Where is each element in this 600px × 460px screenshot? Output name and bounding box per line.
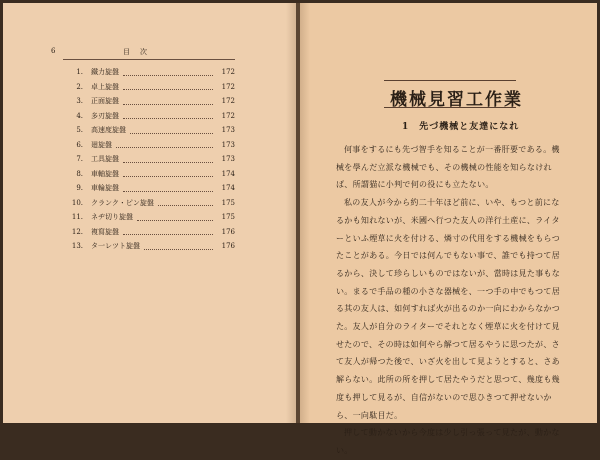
- toc-page-number: 172: [221, 82, 235, 91]
- toc-number: 11.: [71, 213, 83, 221]
- toc-title: 車輪旋盤: [91, 184, 119, 192]
- leader-dots: [116, 141, 213, 148]
- toc-title: クランク・ピン旋盤: [91, 198, 154, 207]
- toc-page-number: 173: [221, 126, 235, 134]
- fold-shadow: [286, 3, 296, 423]
- toc-page-number: 175: [221, 198, 235, 207]
- leader-dots: [123, 170, 213, 177]
- toc-title: タ一レツト旋盤: [91, 242, 140, 250]
- toc-number: 8.: [76, 169, 83, 178]
- leader-dots: [123, 69, 213, 76]
- paragraph: 押して動かないから今度は少し引っ張って見たが、動かない。: [336, 428, 560, 455]
- toc-page-number: 172: [221, 97, 235, 105]
- leader-dots: [137, 214, 213, 221]
- toc-title: ネヂ切り旋盤: [91, 213, 133, 221]
- leader-dots: [123, 185, 213, 192]
- toc-entry: [65, 167, 235, 182]
- toc-number: 5.: [76, 126, 83, 134]
- toc-title: 車軸旋盤: [91, 169, 119, 178]
- toc-page-number: 173: [221, 140, 235, 149]
- toc-page-number: 174: [221, 184, 235, 192]
- toc-number: 6.: [76, 140, 83, 149]
- toc-title: 高速度旋盤: [91, 126, 126, 134]
- toc-number: 3.: [76, 97, 83, 105]
- toc-number: 13.: [71, 242, 83, 250]
- body-text: [336, 141, 562, 460]
- toc-title: 工具旋盤: [91, 155, 119, 163]
- toc-entry: [65, 196, 235, 211]
- toc-page-number: 174: [221, 169, 235, 178]
- toc-page-number: 172: [221, 111, 235, 120]
- toc-page-number: 176: [221, 242, 235, 250]
- toc-entry: [65, 152, 235, 167]
- toc-title: 卓上旋盤: [91, 82, 119, 91]
- left-page: [3, 3, 296, 423]
- toc-entry: [65, 138, 235, 153]
- toc-entry: [65, 239, 235, 254]
- leader-dots: [130, 127, 213, 134]
- toc-title: 多刃旋盤: [91, 111, 119, 120]
- toc-title: 正面旋盤: [91, 97, 119, 105]
- toc-entry: [65, 94, 235, 109]
- toc-page-number: 176: [221, 227, 235, 236]
- leader-dots: [144, 243, 213, 250]
- running-head: 目次: [123, 48, 157, 56]
- leader-dots: [158, 199, 213, 206]
- toc-entry: [65, 109, 235, 124]
- fold-shadow: [300, 3, 310, 423]
- book-spread: [3, 3, 597, 455]
- toc-title: 廻旋盤: [91, 140, 112, 149]
- leader-dots: [123, 228, 213, 235]
- toc-number: 7.: [76, 155, 83, 163]
- chapter-title: 機械見習工作業: [390, 90, 523, 110]
- section-heading: 1 先づ機械と友達になれ: [402, 122, 520, 132]
- page-number: 6: [51, 47, 56, 55]
- leader-dots: [123, 112, 213, 119]
- toc-title: 複寫旋盤: [91, 227, 119, 236]
- paragraph: 何事をするにも先づ智手を知ることが一番肝要である。機械を學んだ立派な機械でも、その機械の性能を知らなければ、所謂猫に小判で何の役にも立たない。: [336, 145, 560, 190]
- leader-dots: [123, 83, 213, 90]
- toc-title: 鐵力旋盤: [91, 68, 119, 76]
- paragraph: 私の友人が今から約二十年ほど前に、いや、もつと前になるかも知れないが、米國へ行つた友人の洋行土産に、ライターといふ煙草に火を付ける、燐寸の代用をする機械をもらつたことがある。今日では何んでもない事で、誰でも持つて居るから、決して珍らしいものではないが、當時は見た事もない。まるで手品の種の小さな器械を、一つ手の中でもつて居る其の友人は、如何すれば火が出るのか一向にわからなかつた。友人が自分のライターでそれとなく煙草に火を付けて見せたので、その時は如何やら解つて居るやうに思つたが、さて友人が帰つた後で、いざ火を出して見ようとすると、さあ解らない。此所の所を押して居たやうだと思つて、幾度も幾度も押して見るが、自信がないので思ひきつて押せないから、一向駄目だ。: [336, 198, 561, 420]
- toc-number: 1.: [76, 68, 83, 76]
- leader-dots: [123, 98, 213, 105]
- toc-entry: [65, 225, 235, 240]
- toc-page-number: 173: [221, 155, 235, 163]
- divider: [63, 59, 235, 60]
- divider: [384, 80, 516, 81]
- toc-number: 10.: [71, 198, 83, 207]
- toc-entry: [65, 80, 235, 95]
- toc-entry: [65, 210, 235, 225]
- toc-number: 2.: [76, 82, 83, 91]
- toc-entry: [65, 123, 235, 138]
- leader-dots: [123, 156, 213, 163]
- toc-number: 12.: [71, 227, 83, 236]
- divider: [384, 107, 516, 108]
- toc-entry: [65, 65, 235, 80]
- right-page: [300, 3, 597, 455]
- toc-page-number: 172: [221, 68, 235, 76]
- toc-page-number: 175: [221, 213, 235, 221]
- table-of-contents: [65, 65, 235, 254]
- toc-number: 4.: [76, 111, 83, 120]
- toc-entry: [65, 181, 235, 196]
- toc-number: 9.: [76, 184, 83, 192]
